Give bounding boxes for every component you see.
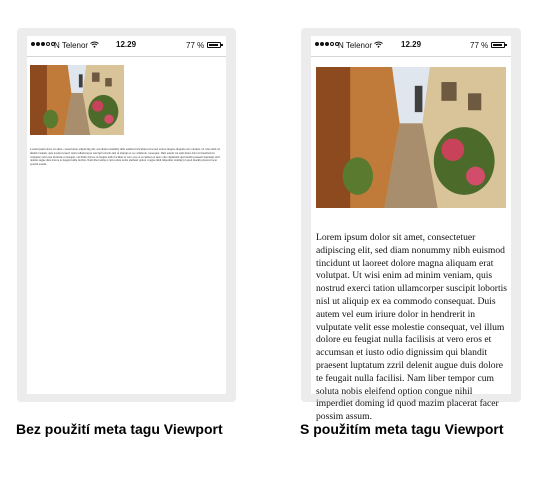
street-photo-image bbox=[30, 65, 124, 135]
wifi-icon bbox=[90, 41, 99, 48]
signal-dots-icon bbox=[315, 42, 339, 46]
battery-icon bbox=[207, 42, 221, 48]
phone-with-viewport bbox=[301, 28, 521, 423]
carrier-label: N Telenor bbox=[338, 41, 373, 50]
battery-percent: 77 % bbox=[186, 41, 205, 50]
page-body-text: Lorem ipsum dolor sit amet, consectetuer adipiscing elit, sed diam nonummy nibh euismod tincidunt ut laoreet dolore magna aliquam erat volutpat. Ut wisi enim ad minim veniam, quis nostrud exerci tation ullamcorper suscipit lobortis nisl ut aliquip ex ea commodo consequat. Duis autem vel eum iriure dolor in hendrerit in vulputate velit esse molestie consequat, vel illum dolore eu feugiat nulla facilisis at vero eros et accumsan et iusto odio dignissim qui blandit praesent luptatum zzril delenit augue duis dolore te feugait nulla facilisi. Nam liber tempor cum soluta nobis eleifend option congue nihil imperdiet doming id quod mazim placerat facer possim assum. bbox=[316, 232, 508, 423]
phone-screen bbox=[27, 36, 226, 394]
status-bar bbox=[27, 36, 226, 57]
battery-percent: 77 % bbox=[470, 41, 489, 50]
battery-icon bbox=[491, 42, 505, 48]
phone-screen bbox=[311, 36, 511, 423]
street-photo-image bbox=[316, 67, 506, 208]
clock-time: 12.29 bbox=[401, 40, 422, 49]
street-photo bbox=[30, 65, 124, 135]
caption-without-viewport: Bez použití meta tagu Viewport bbox=[16, 421, 223, 437]
signal-dots-icon bbox=[31, 42, 55, 46]
street-photo bbox=[316, 67, 506, 208]
status-bar bbox=[311, 36, 511, 57]
phone-without-viewport bbox=[17, 28, 236, 402]
carrier-label: N Telenor bbox=[54, 41, 89, 50]
clock-time: 12.29 bbox=[116, 40, 137, 49]
page-body-text-small: Lorem ipsum dolor sit amet, consectetuer adipiscing elit, sed diam nonummy nibh euismod tincidunt ut laoreet dolore magna aliquam erat volutpat. Ut wisi enim ad minim veniam, quis nostrud exerci tation ullamcorper suscipit lobortis nisl ut aliquip ex ea commodo consequat. Duis autem vel eum iriure dolor in hendrerit in vulputate velit esse molestie consequat, vel illum dolore eu feugiat nulla facilisis at vero eros et accumsan et iusto odio dignissim qui blandit praesent luptatum zzril delenit augue duis dolore te feugait nulla facilisi. Nam liber tempor cum soluta nobis eleifend option congue nihil imperdiet doming id quod mazim placerat facer possim assum. bbox=[30, 147, 220, 167]
caption-with-viewport: S použitím meta tagu Viewport bbox=[300, 421, 504, 437]
wifi-icon bbox=[374, 41, 383, 48]
